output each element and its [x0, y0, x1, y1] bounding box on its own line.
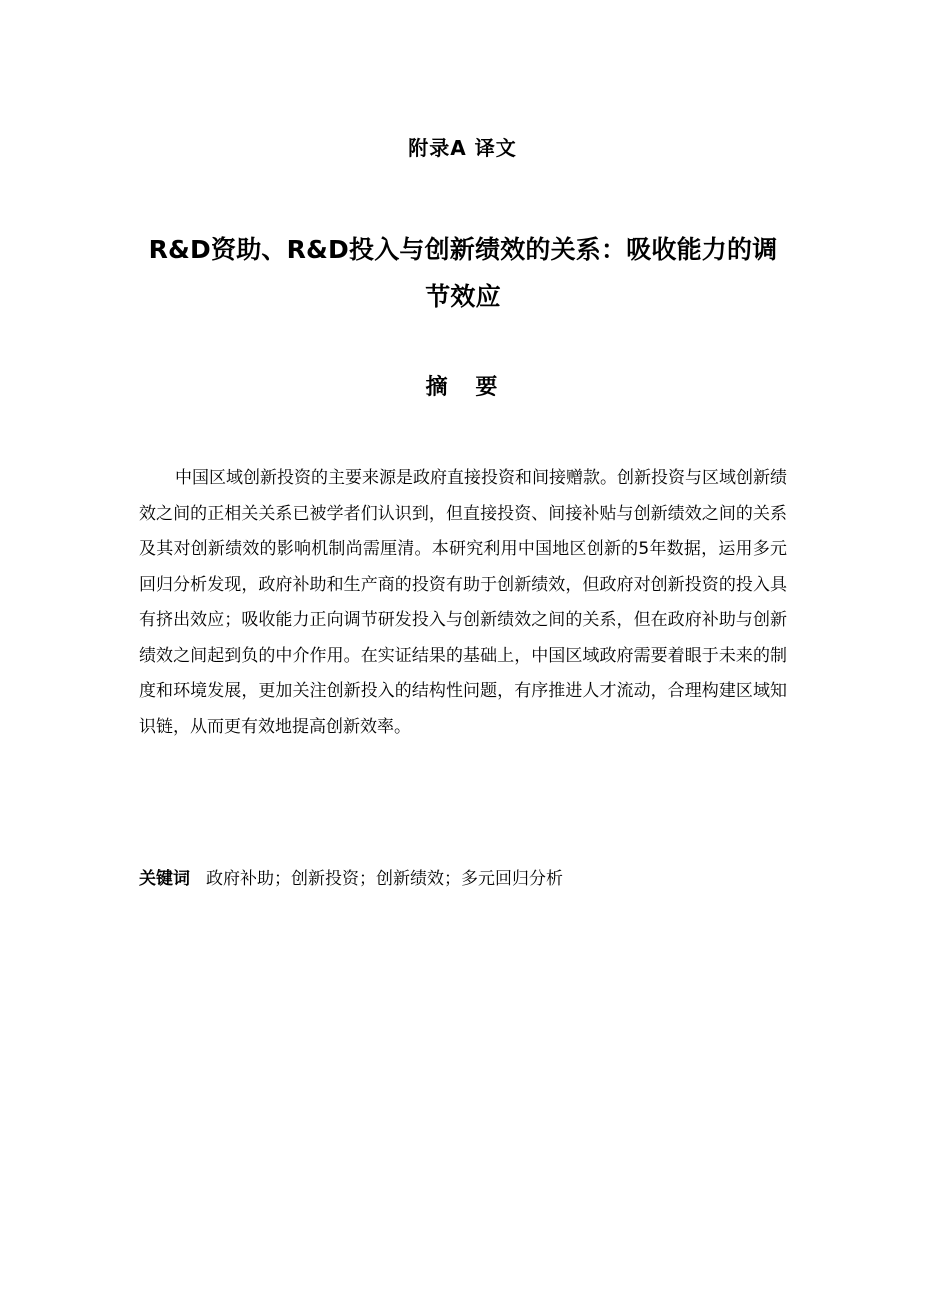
- abstract-body: 中国区域创新投资的主要来源是政府直接投资和间接赠款。创新投资与区域创新绩效之间的正相关关系已被学者们认识到，但直接投资、间接补贴与创新绩效之间的关系及其对创新绩效的影响机制尚需厘清。本研究利用中国地区创新的5年数据，运用多元回归分析发现，政府补助和生产商的投资有助于创新绩效，但政府对创新投资的投入具有挤出效应；吸收能力正向调节研发投入与创新绩效之间的关系，但在政府补助与创新绩效之间起到负的中介作用。在实证结果的基础上，中国区域政府需要着眼于未来的制度和环境发展，更加关注创新投入的结构性问题，有序推进人才流动，合理构建区域知识链，从而更有效地提高创新效率。: [139, 468, 787, 737]
- paper-title: R&D资助、R&D投入与创新绩效的关系：吸收能力的调节效应: [148, 235, 778, 311]
- keywords-line: [139, 864, 787, 894]
- appendix-title: 附录A 译文: [408, 136, 517, 160]
- abstract-heading: 摘 要: [425, 375, 508, 400]
- keywords-label: 关键词: [139, 869, 190, 889]
- keywords-text: 政府补助；创新投资；创新绩效；多元回归分析: [206, 869, 563, 889]
